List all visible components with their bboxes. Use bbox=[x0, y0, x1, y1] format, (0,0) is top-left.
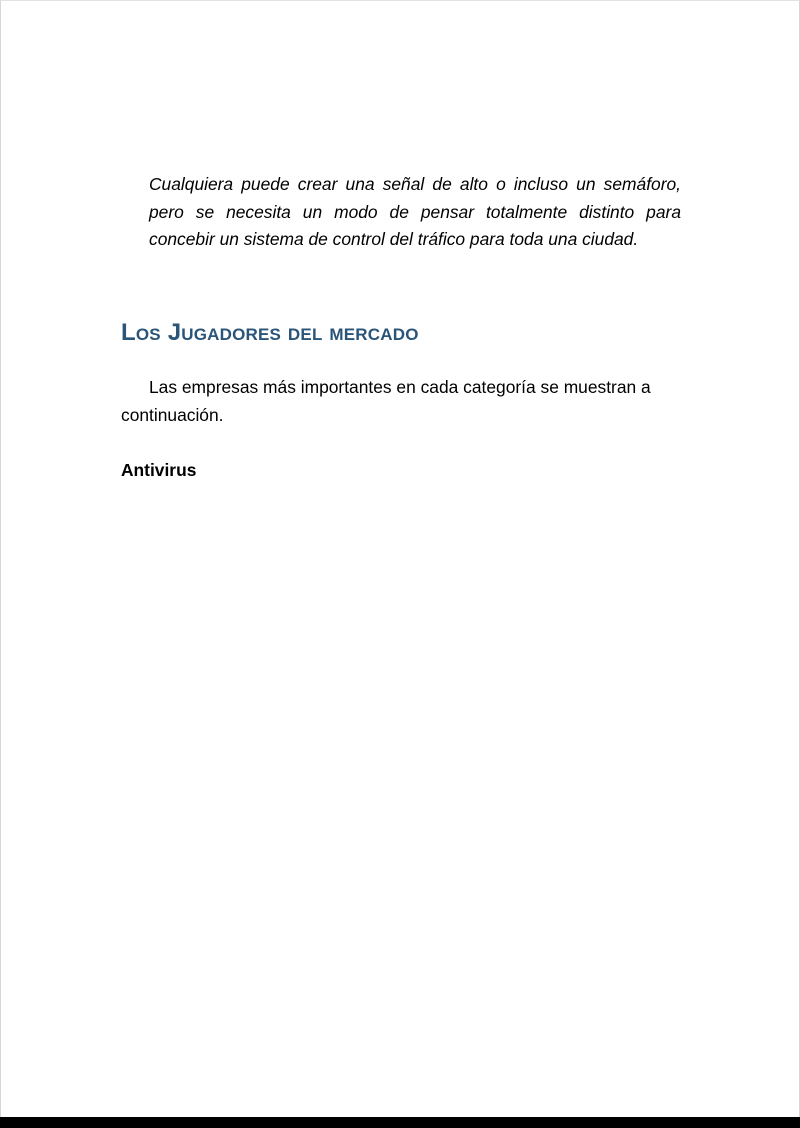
subsection-heading-antivirus: Antivirus bbox=[121, 460, 197, 480]
section-heading: Los Jugadores del mercado bbox=[121, 319, 419, 346]
epigraph-quote: Cualquiera puede crear una señal de alto o incluso un semáforo, pero se necesita un modo de pensar totalmente distinto para concebir un sistema de control del tráfico para toda una ciudad. bbox=[149, 174, 681, 249]
body-paragraph: Las empresas más importantes en cada categoría se muestran a continuación. bbox=[121, 377, 651, 425]
bottom-edge-bar bbox=[0, 1117, 800, 1128]
